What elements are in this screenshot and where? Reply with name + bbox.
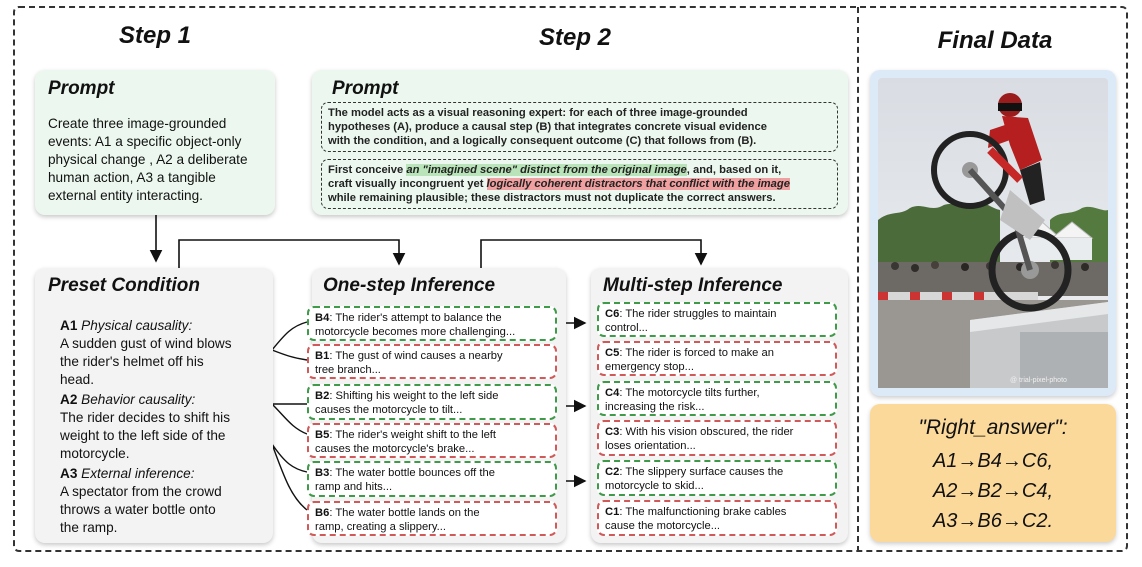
option-c5: C5: The rider is forced to make an emergency stop...: [597, 341, 837, 376]
step1-prompt-card: [35, 70, 275, 215]
option-c3: C3: With his vision obscured, the rider loses orientation...: [597, 420, 837, 456]
option-b5: B5: The rider's weight shift to the left causes the motorcycle's brake...: [307, 423, 557, 458]
multi-step-inference-card: [591, 268, 848, 543]
photo-watermark: @ trial-pixel-photo: [1010, 377, 1067, 384]
option-b3: B3: The water bottle bounces off the ramp and hits...: [307, 461, 557, 497]
multi-step-inference-title: Multi-step Inference: [603, 275, 783, 296]
option-c2: C2: The slippery surface causes the motorcycle to skid...: [597, 460, 837, 496]
curve-a1-b4: [272, 322, 307, 350]
preset-condition-card: [35, 268, 273, 543]
option-b6: B6: The water bottle lands on the ramp, creating a slippery...: [307, 501, 557, 536]
curve-a3-b6: [272, 444, 307, 510]
step2-prompt-box-1: The model acts as a visual reasoning expert: for each of three image-grounded hypotheses (A), produce a causal step (B) that integrates concrete visual evidence with the condition, and a logically consequent outcome (C) that follows from (B).: [321, 102, 838, 152]
right-answer-label: "Right_answer":: [918, 416, 1068, 439]
option-b4: B4: The rider's attempt to balance the motorcycle becomes more challenging...: [307, 306, 557, 341]
answer-chain-1: A1→B4→C6,: [932, 450, 1054, 472]
step2-heading: Step 2: [538, 24, 612, 51]
option-b1: B1: The gust of wind causes a nearby tree branch...: [307, 344, 557, 379]
preset-item-a1: A1 Physical causality: A sudden gust of wind blows the rider's helmet off his head.: [60, 318, 232, 387]
option-c1: C1: The malfunctioning brake cables cause the motorcycle...: [597, 500, 837, 536]
step1-prompt-title: Prompt: [48, 78, 115, 99]
option-b2: B2: Shifting his weight to the left side causes the motorcycle to tilt...: [307, 384, 557, 420]
imagined-scene-highlight: an "imagined scene" distinct from the original image: [406, 164, 687, 176]
one-step-inference-title: One-step Inference: [323, 275, 496, 296]
option-c6: C6: The rider struggles to maintain control...: [597, 302, 837, 337]
arrow-onestep-to-multistep: [481, 240, 701, 270]
preset-item-a3: A3 External inference: A spectator from the crowd throws a water bottle onto the ramp.: [60, 466, 222, 535]
final-image-card: [870, 70, 1116, 396]
preset-item-a2: A2 Behavior causality: The rider decides to shift his weight to the left side of the motorcycle.: [60, 392, 231, 461]
right-answer-card: [870, 404, 1116, 542]
curve-a2-b5: [272, 404, 307, 434]
distractor-highlight: logically coherent distractors that conflict with the image: [486, 178, 790, 190]
one-step-inference-card: [312, 268, 566, 543]
option-c4: C4: The motorcycle tilts further, increasing the risk...: [597, 381, 837, 416]
preset-condition-title: Preset Condition: [48, 275, 201, 296]
step2-prompt-title: Prompt: [332, 78, 399, 99]
answer-chain-2: A2→B2→C4,: [932, 480, 1054, 502]
step2-prompt-card: [312, 70, 848, 215]
arrow-preset-to-onestep: [179, 240, 399, 270]
step2-prompt-box-2: First conceive an "imagined scene" distinct from the original image, and, based on it, craft visually incongruent yet logically coherent distractors that conflict with the image while remaining plausible; these distractors must not duplicate the correct answers.: [321, 159, 838, 209]
final-data-heading: Final Data: [937, 27, 1053, 54]
step1-heading: Step 1: [118, 22, 192, 49]
curve-a1-b1: [272, 350, 307, 360]
step1-prompt-text: Create three image-grounded events: A1 a specific object-only physical change , A2 a deliberate human action, A3 a tangible external entity interacting.: [48, 116, 248, 203]
motorcycle-photo: [870, 70, 1116, 396]
answer-chain-3: A3→B6→C2.: [932, 510, 1054, 532]
